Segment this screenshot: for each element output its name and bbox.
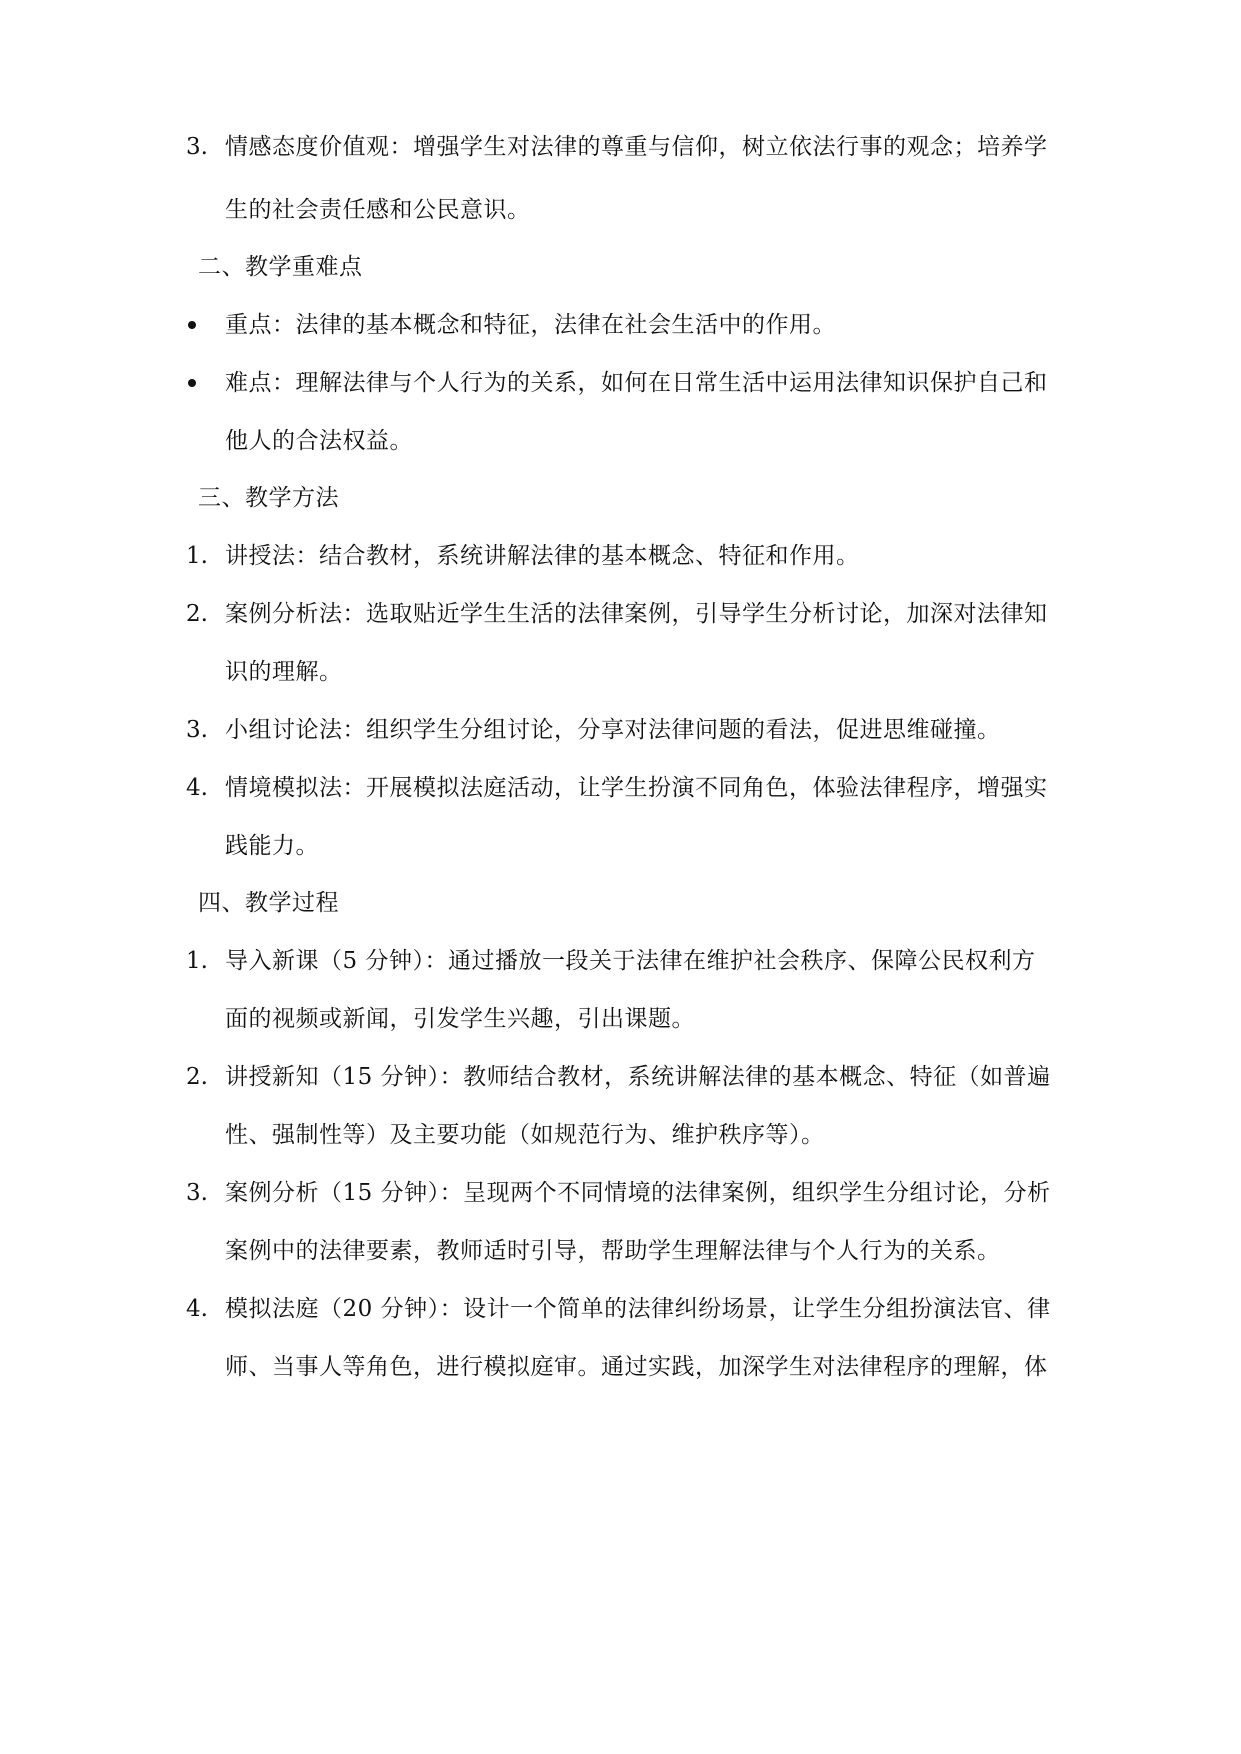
process-item-4-continuation bbox=[0, 1351, 1241, 1415]
process-item-continuation: 案例中的法律要素，教师适时引导，帮助学生理解法律与个人行为的关系。 bbox=[225, 1238, 1001, 1264]
method-item-text: 小组讨论法：组织学生分组讨论，分享对法律问题的看法，促进思维碰撞。 bbox=[225, 717, 1001, 743]
method-item-continuation: 识的理解。 bbox=[225, 659, 343, 685]
process-item-2 bbox=[0, 1061, 1241, 1125]
bullet-dot bbox=[188, 321, 196, 329]
method-item-text: 情境模拟法：开展模拟法庭活动，让学生扮演不同角色，体验法律程序，增强实 bbox=[225, 775, 1048, 801]
process-item-3 bbox=[0, 1177, 1241, 1241]
goal-item-3-continuation: 生的社会责任感和公民意识。 bbox=[225, 197, 531, 223]
section-heading-text: 四、教学过程 bbox=[198, 890, 339, 916]
method-item-text: 案例分析法：选取贴近学生生活的法律案例，引导学生分析讨论，加深对法律知 bbox=[225, 601, 1048, 627]
process-item-continuation: 性、强制性等）及主要功能（如规范行为、维护秩序等）。 bbox=[225, 1122, 825, 1148]
bullet-item-difficulty-continuation bbox=[0, 425, 1241, 489]
list-marker: 1. bbox=[186, 948, 208, 974]
process-item-text: 模拟法庭（20 分钟）：设计一个简单的法律纠纷场景，让学生分组扮演法官、律 bbox=[225, 1296, 1051, 1322]
list-marker: 3. bbox=[186, 134, 208, 160]
bullet-item-continuation: 他人的合法权益。 bbox=[225, 428, 413, 454]
process-item-text: 讲授新知（15 分钟）：教师结合教材，系统讲解法律的基本概念、特征（如普遍 bbox=[225, 1064, 1051, 1090]
section-heading-text: 二、教学重难点 bbox=[198, 254, 363, 280]
list-marker: 3. bbox=[186, 1180, 208, 1206]
method-item-3 bbox=[0, 714, 1241, 778]
process-item-2-continuation bbox=[0, 1119, 1241, 1183]
process-item-text: 案例分析（15 分钟）：呈现两个不同情境的法律案例，组织学生分组讨论，分析 bbox=[225, 1180, 1051, 1206]
list-marker: 2. bbox=[186, 1064, 208, 1090]
bullet-item-text: 难点：理解法律与个人行为的关系，如何在日常生活中运用法律知识保护自己和 bbox=[225, 370, 1048, 396]
list-marker: 4. bbox=[186, 1296, 208, 1322]
process-item-1-continuation bbox=[0, 1003, 1241, 1067]
bullet-item-difficulty bbox=[0, 367, 1241, 431]
process-item-1 bbox=[0, 945, 1241, 1009]
section-heading-difficulties bbox=[0, 251, 1241, 315]
list-marker: 1. bbox=[186, 543, 208, 569]
goal-item-3-line-1 bbox=[0, 131, 1241, 195]
method-item-2-continuation bbox=[0, 656, 1241, 720]
method-item-1 bbox=[0, 540, 1241, 604]
method-item-continuation: 践能力。 bbox=[225, 833, 319, 859]
section-heading-text: 三、教学方法 bbox=[198, 485, 339, 511]
list-marker: 3. bbox=[186, 717, 208, 743]
bullet-item-key-point bbox=[0, 309, 1241, 373]
method-item-text: 讲授法：结合教材，系统讲解法律的基本概念、特征和作用。 bbox=[225, 543, 860, 569]
method-item-4-continuation bbox=[0, 830, 1241, 894]
method-item-2 bbox=[0, 598, 1241, 662]
bullet-dot bbox=[188, 379, 196, 387]
process-item-continuation: 面的视频或新闻，引发学生兴趣，引出课题。 bbox=[225, 1006, 695, 1032]
section-heading-methods bbox=[0, 482, 1241, 546]
method-item-4 bbox=[0, 772, 1241, 836]
process-item-4 bbox=[0, 1293, 1241, 1357]
process-item-continuation: 师、当事人等角色，进行模拟庭审。通过实践，加深学生对法律程序的理解，体 bbox=[225, 1354, 1048, 1380]
list-marker: 4. bbox=[186, 775, 208, 801]
goal-item-3-line-2 bbox=[0, 194, 1241, 258]
list-marker: 2. bbox=[186, 601, 208, 627]
process-item-text: 导入新课（5 分钟）：通过播放一段关于法律在维护社会秩序、保障公民权利方 bbox=[225, 948, 1036, 974]
section-heading-process bbox=[0, 887, 1241, 951]
process-item-3-continuation bbox=[0, 1235, 1241, 1299]
bullet-item-text: 重点：法律的基本概念和特征，法律在社会生活中的作用。 bbox=[225, 312, 836, 338]
goal-item-3-text: 情感态度价值观：增强学生对法律的尊重与信仰，树立依法行事的观念；培养学 bbox=[225, 134, 1048, 160]
